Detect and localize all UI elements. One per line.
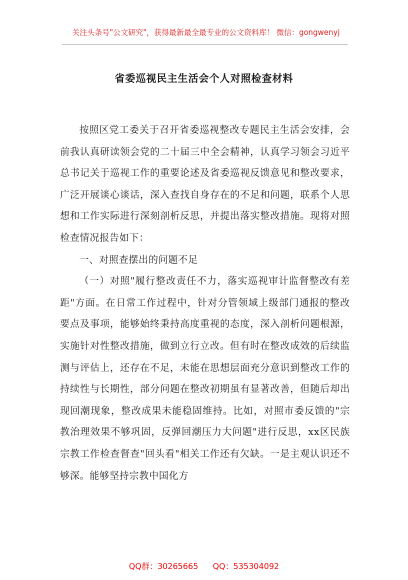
paragraph-heading: 一、对照查摆出的问题不足 — [79, 254, 198, 266]
footer-contacts — [0, 561, 408, 572]
document-title: 省委巡视民主生活会个人对照检查材料 — [114, 74, 294, 85]
document-body — [60, 120, 350, 487]
footer-qq-group: QQ群：30265665 — [128, 562, 199, 571]
header-notice: 关注头条号"公文研究"，获得最新最全最专业的公文资料库！ 微信：gongwenyj — [72, 28, 340, 37]
paragraph-section-1: （一）对照"履行整改责任不力，落实巡视审计监督整改有差距"方面。在日常工作过程中，针对分管领域上级部门通报的整改要点及事项，能够始终秉持高度重视的态度，深入剖析问题根源，实施针对性整改措施，做到立行立改。但有时在整改成效的后续监测与评估上，还存在不足，未能在思想层面充分意识到整改工作的持续性与长期性，部分问题在整改初期虽有显著改善，但随后却出现回潮现象，整改成果未能稳固维持。比如，对照市委反馈的"宗教治理效果不够巩固，反弹回潮压力大问题"进行反思，xx区民族宗教工作检查督查"回头看"相关工作还有欠缺。一是主观认识还不够深。能够坚持宗教中国化方 — [60, 276, 350, 482]
footer-qq: QQ：535304092 — [212, 562, 280, 571]
header-divider — [62, 44, 348, 45]
paragraph-intro: 按照区党工委关于召开省委巡视整改专题民主生活会安排，会前我认真研读领会党的二十届三中全会精神，认真学习领会习近平总书记关于巡视工作的重要论述及省委巡视反馈意见和整改要求，广泛开展谈心谈话，深入查找自身存在的不足和问题，联系个人思想和工作实际进行深刻剖析反思，并提出落实整改措施。现将对照检查情况报告如下： — [60, 125, 350, 244]
